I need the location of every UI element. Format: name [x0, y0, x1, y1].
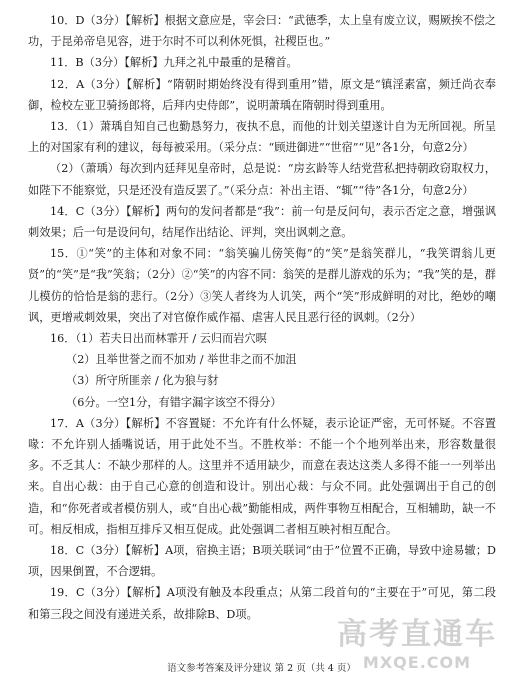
answer-q11: 11．B（3分）【解析】九拜之礼中最重的是稽首。 — [50, 56, 298, 70]
answer-q10: 10．D（3分）【解析】根据文意应是，宰会曰：“武德季，太上皇有废立议，赐厥挨不偿之功，于昆弟帝皂见容，进于尔时不可以利休死惧，社稷臣也。” — [28, 14, 496, 49]
answer-q13-part2: （2）（萧瑀）每次到内廷拜见皇帝时，总是说：“房玄龄等人结党营私把持朝政窃取权力，如陛下不能察觉，只是还没有造反罢了。”（采分点：补出主语、“辄”“待”各1分，句意2分） — [28, 162, 496, 197]
answer-q13-part1: 13．（1）萧瑀自知自己也勤恳努力，夜执不息，而他的计划关望遂计自为无所回视。所呈上的对国家有利的建议，每每被采用。（采分点：“顾进御进”“世宿”“见”各1分，句意2分） — [28, 120, 496, 155]
answer-q17: 17．A（3分）【解析】不容置疑：不允许有什么怀疑，表示论证严密，无可怀疑。不容置喙：不允许别人插嘴说话，用于此处不当。不胜枚举：不能一个个地列举出来，形容数量很多。不乏其人：不缺少那样的人。这里并不适用缺少，而意在表达这类人多得不能一一列举出来。自出心裁：由于自己心意的创造和设计。别出心裁：与众不同。此处强调出于自己的创造，和“你死者或者模仿别人，或“自出心裁”勤能相成，两件事物互相配合，互相辅助，缺一不可。相反相成，指相互排斥又相互促成。此处强调二者相互映衬相互配合。 — [28, 416, 496, 536]
watermark-en: MXQE.COM — [362, 653, 472, 672]
answer-q16-part1: 16．（1）若夫日出而林霏开 / 云归而岩穴暝 — [50, 332, 267, 346]
answer-q14: 14．C（3分）【解析】两句的发问者都是“我”：前一句是反问句，表示否定之意，增强讽刺效果；后一句是设问句，结尾作出结论、评判，突出讽刺之意。 — [28, 204, 496, 240]
answer-content — [28, 10, 496, 625]
page-footer: 语文参考答案及评分建议 第 2 页（共 4 页） — [167, 663, 356, 674]
answer-q16-part3: （3）所守所匪亲 / 化为狼与豺 — [66, 374, 219, 388]
answer-q12: 12．A（3分）【解析】“隋朝时期始终没有得到重用”错，原文是“镇淫素富，频迁尚衣奉御，检校左亚卫骑扬郎将，后拜内史侍郎”，说明萧瑀在隋朝时得到重用。 — [28, 77, 496, 112]
answer-q19: 19．C（3分）【解析】A项没有触及本段重点；从第二段首句的“主要在于”可见，第二段和第三段之间没有递进关系，故排除B、D项。 — [28, 586, 496, 621]
answer-q15: 15．①“笑”的主体和对象不同：“翁笑骗儿傍笑侮”的“笑”是翁笑群儿，“我笑谓翁儿更贤”的“笑”是“我”笑翁；（2分）②“笑”的内容不同：翁笑的是群儿游戏的乐为；“我”笑的是，群儿模仿的恰恰是翁的悲行。（2分）③笑人者终为人讥笑，两个“笑”形成鲜明的对比，绝妙的嘲讽，更增戒刺效果，突出了对官僚作威作福、虐害人民且恶行径的讽刺。（2分） — [28, 247, 496, 324]
watermark-cn: 高考直通车 — [337, 617, 497, 652]
answer-q16-part2: （2）且举世誉之而不加劝 / 举世非之而不加沮 — [66, 353, 297, 367]
answer-q16-scoring: （6分。一空1分，有错字漏字该空不得分） — [66, 395, 282, 409]
answer-q18: 18．C（3分）【解析】A项，宿换主语；B项关联词“由于”位置不正确，导致中途易辙；D项，因果倒置，不合逻辑。 — [28, 544, 496, 579]
